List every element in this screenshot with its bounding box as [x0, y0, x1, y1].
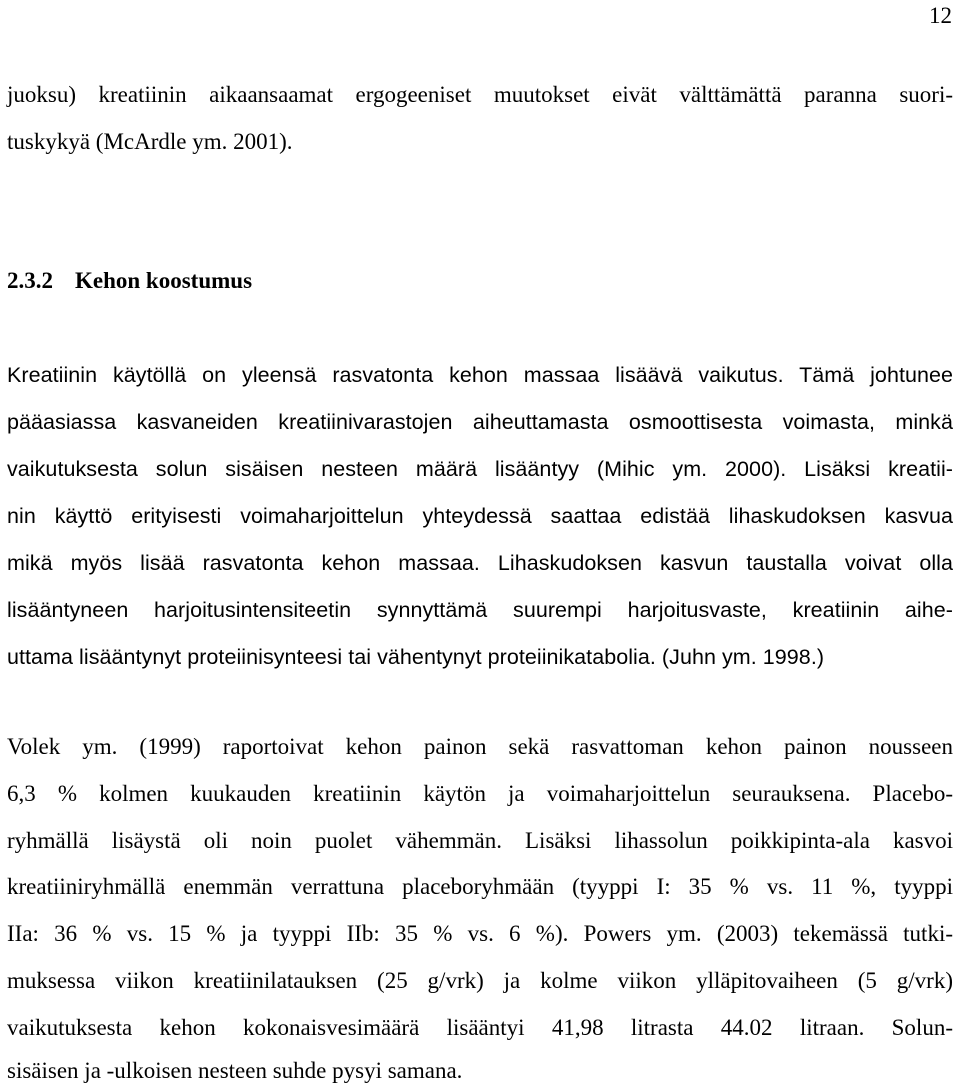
paragraph-2-line-5: mikä myös lisää rasvatonta kehon massaa. Lihaskudoksen kasvun taustalla voivat olla	[7, 551, 953, 575]
paragraph-3-line-4: kreatiiniryhmällä enemmän verrattuna placeboryhmään (tyyppi I: 35 % vs. 11 %, tyyppi	[7, 874, 953, 899]
paragraph-3-line-1: Volek ym. (1999) raportoivat kehon painon sekä rasvattoman kehon painon nousseen	[7, 734, 953, 759]
paragraph-3-line-3: ryhmällä lisäystä oli noin puolet vähemmän. Lisäksi lihassolun poikkipinta-ala kasvoi	[7, 828, 953, 853]
paragraph-1-line-1: juoksu) kreatiinin aikaansaamat ergogeeniset muutokset eivät välttämättä paranna suori-	[7, 82, 953, 107]
paragraph-2-line-2: pääasiassa kasvaneiden kreatiinivarastojen aiheuttamasta osmoottisesta voimasta, minkä	[7, 410, 953, 434]
paragraph-2-line-4: nin käyttö erityisesti voimaharjoittelun yhteydessä saattaa edistää lihaskudoksen kasvua	[7, 504, 953, 528]
paragraph-2-line-6: lisääntyneen harjoitusintensiteetin synnyttämä suurempi harjoitusvaste, kreatiinin aihe-	[7, 598, 953, 622]
section-number: 2.3.2	[7, 268, 53, 293]
paragraph-3-line-8: sisäisen ja -ulkoisen nesteen suhde pysyi samana.	[7, 1058, 463, 1083]
paragraph-3-line-5: IIa: 36 % vs. 15 % ja tyyppi IIb: 35 % vs. 6 %). Powers ym. (2003) tekemässä tutki-	[7, 921, 953, 946]
paragraph-2-line-7: uttama lisääntynyt proteiinisynteesi tai vähentynyt proteiinikatabolia. (Juhn ym. 1998.)	[7, 645, 825, 669]
paragraph-2-line-1: Kreatiinin käytöllä on yleensä rasvatonta kehon massaa lisäävä vaikutus. Tämä johtunee	[7, 363, 953, 387]
paragraph-1-line-2: tuskykyä (McArdle ym. 2001).	[7, 129, 293, 154]
section-heading	[7, 267, 252, 295]
paragraph-3-line-7: vaikutuksesta kehon kokonaisvesimäärä lisääntyi 41,98 litrasta 44.02 litraan. Solun-	[7, 1015, 953, 1040]
paragraph-2-line-3: vaikutuksesta solun sisäisen nesteen määrä lisääntyy (Mihic ym. 2000). Lisäksi kreatii-	[7, 457, 953, 481]
section-title: Kehon koostumus	[75, 268, 253, 293]
paragraph-3-line-6: muksessa viikon kreatiinilatauksen (25 g/vrk) ja kolme viikon ylläpitovaiheen (5 g/vrk)	[7, 968, 953, 993]
page-number: 12	[929, 3, 952, 28]
paragraph-3-line-2: 6,3 % kolmen kuukauden kreatiinin käytön ja voimaharjoittelun seurauksena. Placebo-	[7, 781, 953, 806]
